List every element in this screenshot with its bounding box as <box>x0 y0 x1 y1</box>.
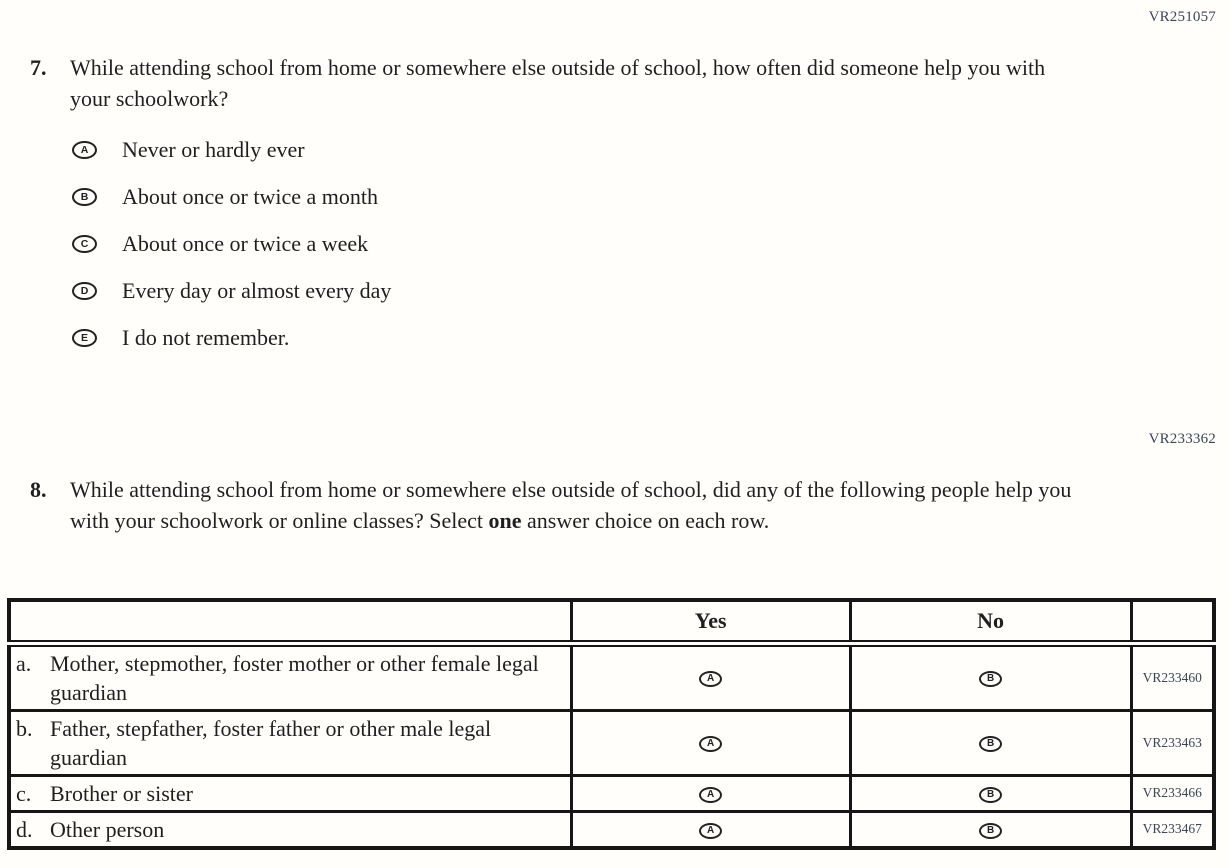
question-7-number: 7. <box>30 55 47 80</box>
yes-cell <box>571 811 850 848</box>
no-cell <box>850 775 1131 811</box>
yes-cell <box>571 643 850 710</box>
option-label-a: Never or hardly ever <box>122 137 305 162</box>
yes-bubble-icon[interactable]: A <box>699 787 722 803</box>
question-8 <box>30 474 1090 536</box>
table-row-mother <box>9 643 1214 710</box>
yes-cell <box>571 710 850 775</box>
question-7-text: While attending school from home or somewhere else outside of school, how often did someone help you with your schoolwork? <box>70 55 1046 111</box>
option-row-e <box>72 325 1080 351</box>
yes-bubble-icon[interactable]: A <box>699 736 722 752</box>
no-bubble-icon[interactable]: B <box>979 671 1002 687</box>
row-text: Brother or sister <box>50 780 193 806</box>
option-bubble-b-icon[interactable]: B <box>72 188 97 206</box>
header-no: No <box>850 600 1131 643</box>
option-label-d: Every day or almost every day <box>122 278 392 303</box>
question-7-stem <box>30 52 1080 114</box>
header-code-cell <box>1131 600 1214 643</box>
table-row-sibling <box>9 775 1214 811</box>
option-bubble-d-icon[interactable]: D <box>72 282 97 300</box>
no-bubble-icon[interactable]: B <box>979 823 1002 839</box>
option-bubble-c-icon[interactable]: C <box>72 235 97 253</box>
no-bubble-icon[interactable]: B <box>979 736 1002 752</box>
form-code-question7: VR251057 <box>1148 9 1216 25</box>
question-8-text-after: answer choice on each row. <box>521 508 770 533</box>
question-8-answer-table <box>7 598 1216 850</box>
header-yes: Yes <box>571 600 850 643</box>
no-cell <box>850 643 1131 710</box>
row-label-cell <box>9 643 571 710</box>
row-code: VR233467 <box>1131 811 1214 848</box>
table-row-father <box>9 710 1214 775</box>
option-row-b <box>72 184 1080 210</box>
no-cell <box>850 811 1131 848</box>
option-row-c <box>72 231 1080 257</box>
question-8-stem <box>30 474 1090 536</box>
row-code: VR233466 <box>1131 775 1214 811</box>
row-label-cell <box>9 811 571 848</box>
option-row-a <box>72 137 1080 163</box>
row-letter: b. <box>16 715 33 741</box>
option-bubble-e-icon[interactable]: E <box>72 329 97 347</box>
option-label-c: About once or twice a week <box>122 231 369 256</box>
question-7 <box>30 52 1080 372</box>
question-8-bold-word: one <box>488 508 522 533</box>
table-row-other-person <box>9 811 1214 848</box>
yes-bubble-icon[interactable]: A <box>699 823 722 839</box>
no-bubble-icon[interactable]: B <box>979 787 1002 803</box>
yes-cell <box>571 775 850 811</box>
form-code-question8: VR233362 <box>1148 431 1216 447</box>
row-label-cell <box>9 710 571 775</box>
yes-bubble-icon[interactable]: A <box>699 671 722 687</box>
header-empty-cell <box>9 600 571 643</box>
question-7-options <box>72 137 1080 351</box>
row-letter: a. <box>16 650 32 676</box>
option-label-b: About once or twice a month <box>122 184 378 209</box>
no-cell <box>850 710 1131 775</box>
row-code: VR233463 <box>1131 710 1214 775</box>
table-header-row <box>9 600 1214 643</box>
option-label-e: I do not remember. <box>122 325 290 350</box>
row-text: Father, stepfather, foster father or other male legal guardian <box>50 715 492 770</box>
option-row-d <box>72 278 1080 304</box>
row-label-cell <box>9 775 571 811</box>
question-8-text-before: While attending school from home or somewhere else outside of school, did any of the following people help you with your schoolwork or online classes? Select <box>70 477 1072 533</box>
question-8-text <box>70 474 1090 536</box>
question-8-number: 8. <box>30 477 47 502</box>
row-code: VR233460 <box>1131 643 1214 710</box>
option-bubble-a-icon[interactable]: A <box>72 141 97 159</box>
row-text: Mother, stepmother, foster mother or other female legal guardian <box>50 650 539 705</box>
row-letter: c. <box>16 780 32 806</box>
row-text: Other person <box>50 816 165 842</box>
row-letter: d. <box>16 816 33 842</box>
